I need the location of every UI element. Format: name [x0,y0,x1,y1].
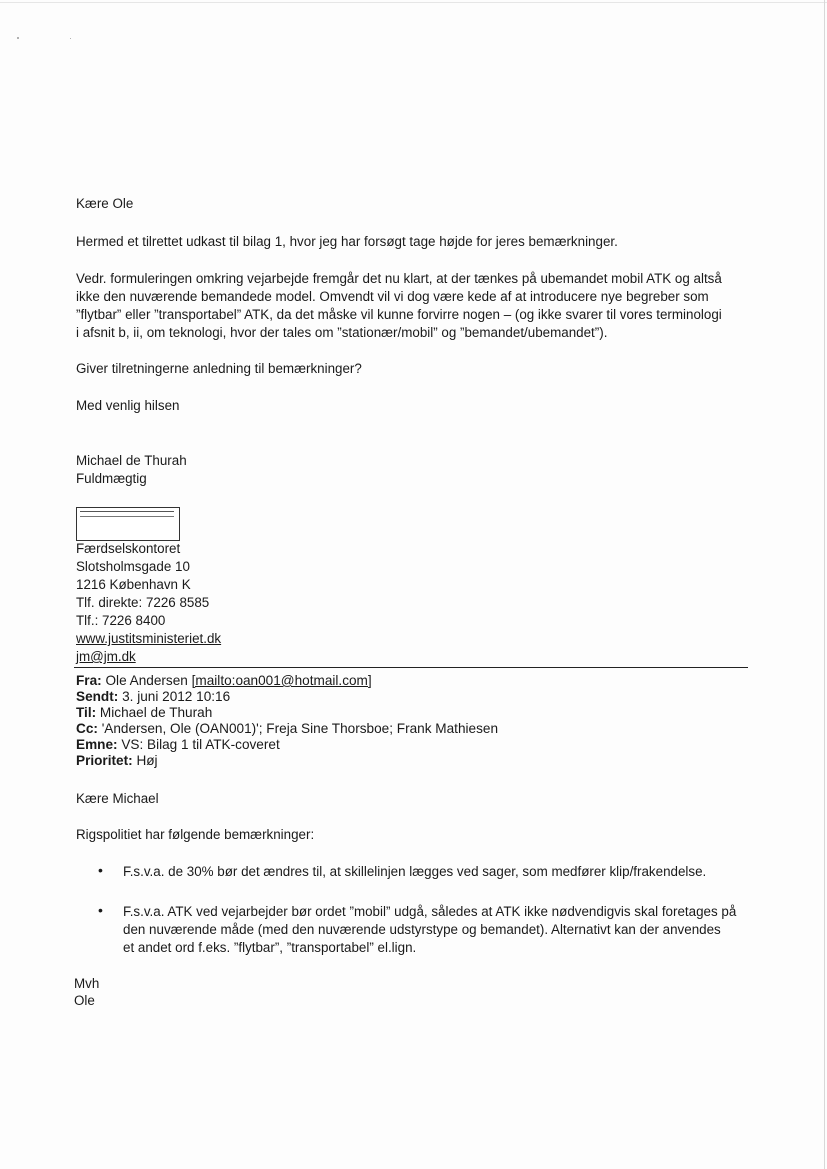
forwarded-greeting: Kære Michael [76,791,159,806]
letter-question: Giver tilretningerne anledning til bemærkninger? [76,361,362,376]
bullet-item-1: F.s.v.a. de 30% bør det ændres til, at skillelinjen lægges ved sager, som medfører klip/frakendelse. [123,864,707,879]
from-mailto-link[interactable]: [mailto:oan001@hotmail.com] [191,673,372,688]
bullet-icon: • [98,862,103,878]
scan-right-edge [824,0,825,1169]
letter-paragraph-line: ikke den nuværende bemandede model. Omvendt vil vi dog være kede af at introducere nye begreber som [76,289,709,304]
letter-paragraph-line: Vedr. formuleringen omkring vejarbejde fremgår det nu klart, at der tænkes på ubemandet mobil ATK og altså [76,271,722,286]
letter-intro: Hermed et tilrettet udkast til bilag 1, hvor jeg har forsøgt tage højde for jeres bemærkninger. [76,234,618,249]
subject-label: Emne: [76,737,118,752]
bullet-item-2-line: et andet ord f.eks. ”flytbar”, ”transportabel” el.lign. [123,940,417,955]
scan-top-edge [0,2,827,3]
phone-direct: Tlf. direkte: 7226 8585 [76,595,210,610]
scan-speck [17,37,19,39]
bullet-item-2-line: den nuværende måde (med den nuværende udstyrstype og bemandet). Alternativt kan der anvendes [123,922,721,937]
header-divider [74,667,748,668]
from-row [76,673,372,690]
letter-paragraph-line: i afsnit b, ii, om teknologi, hvor der tales om ”stationær/mobil” og ”bemandet/ubemandet”). [76,325,608,340]
sent-row [76,689,230,706]
to-row [76,705,212,722]
subject-value: VS: Bilag 1 til ATK-coveret [121,737,280,752]
cc-label: Cc: [76,721,98,736]
office-street: Slotsholmsgade 10 [76,559,190,574]
sender-title: Fuldmægtig [76,471,147,486]
scan-speck [70,38,71,39]
phone-main: Tlf.: 7226 8400 [76,613,166,628]
forwarded-intro: Rigspolitiet har følgende bemærkninger: [76,827,315,842]
bullet-item-2-line: F.s.v.a. ATK ved vejarbejder bør ordet ”mobil” udgå, således at ATK ikke nødvendigvis skal foretages på [123,904,737,919]
office-city: 1216 København K [76,577,191,592]
ministry-logo [76,507,180,541]
letter-greeting: Kære Ole [76,196,134,211]
to-label: Til: [76,705,97,720]
forwarded-signoff: Mvh [74,976,100,991]
priority-row [76,753,158,770]
priority-value: Høj [136,753,158,768]
subject-row [76,737,280,754]
cc-value: 'Andersen, Ole (OAN001)'; Freja Sine Thorsboe; Frank Mathiesen [101,721,499,736]
office-name: Færdselskontoret [76,541,181,556]
sender-name: Michael de Thurah [76,453,187,468]
from-label: Fra: [76,673,102,688]
sent-label: Sendt: [76,689,119,704]
letter-closing: Med venlig hilsen [76,398,180,413]
bullet-icon: • [98,902,103,918]
from-value: Ole Andersen [105,673,188,688]
email-link[interactable]: jm@jm.dk [76,649,136,664]
sent-value: 3. juni 2012 10:16 [122,689,231,704]
priority-label: Prioritet: [76,753,133,768]
letter-paragraph-line: ”flytbar” eller ”transportabel” ATK, da det måske vil kunne forvirre nogen – (og ikke svarer til vores terminologi [76,307,722,322]
cc-row [76,721,498,738]
logo-line-icon [80,511,174,517]
website-link[interactable]: www.justitsministeriet.dk [76,631,222,646]
to-value: Michael de Thurah [99,705,213,720]
forwarded-signature: Ole [74,993,95,1008]
